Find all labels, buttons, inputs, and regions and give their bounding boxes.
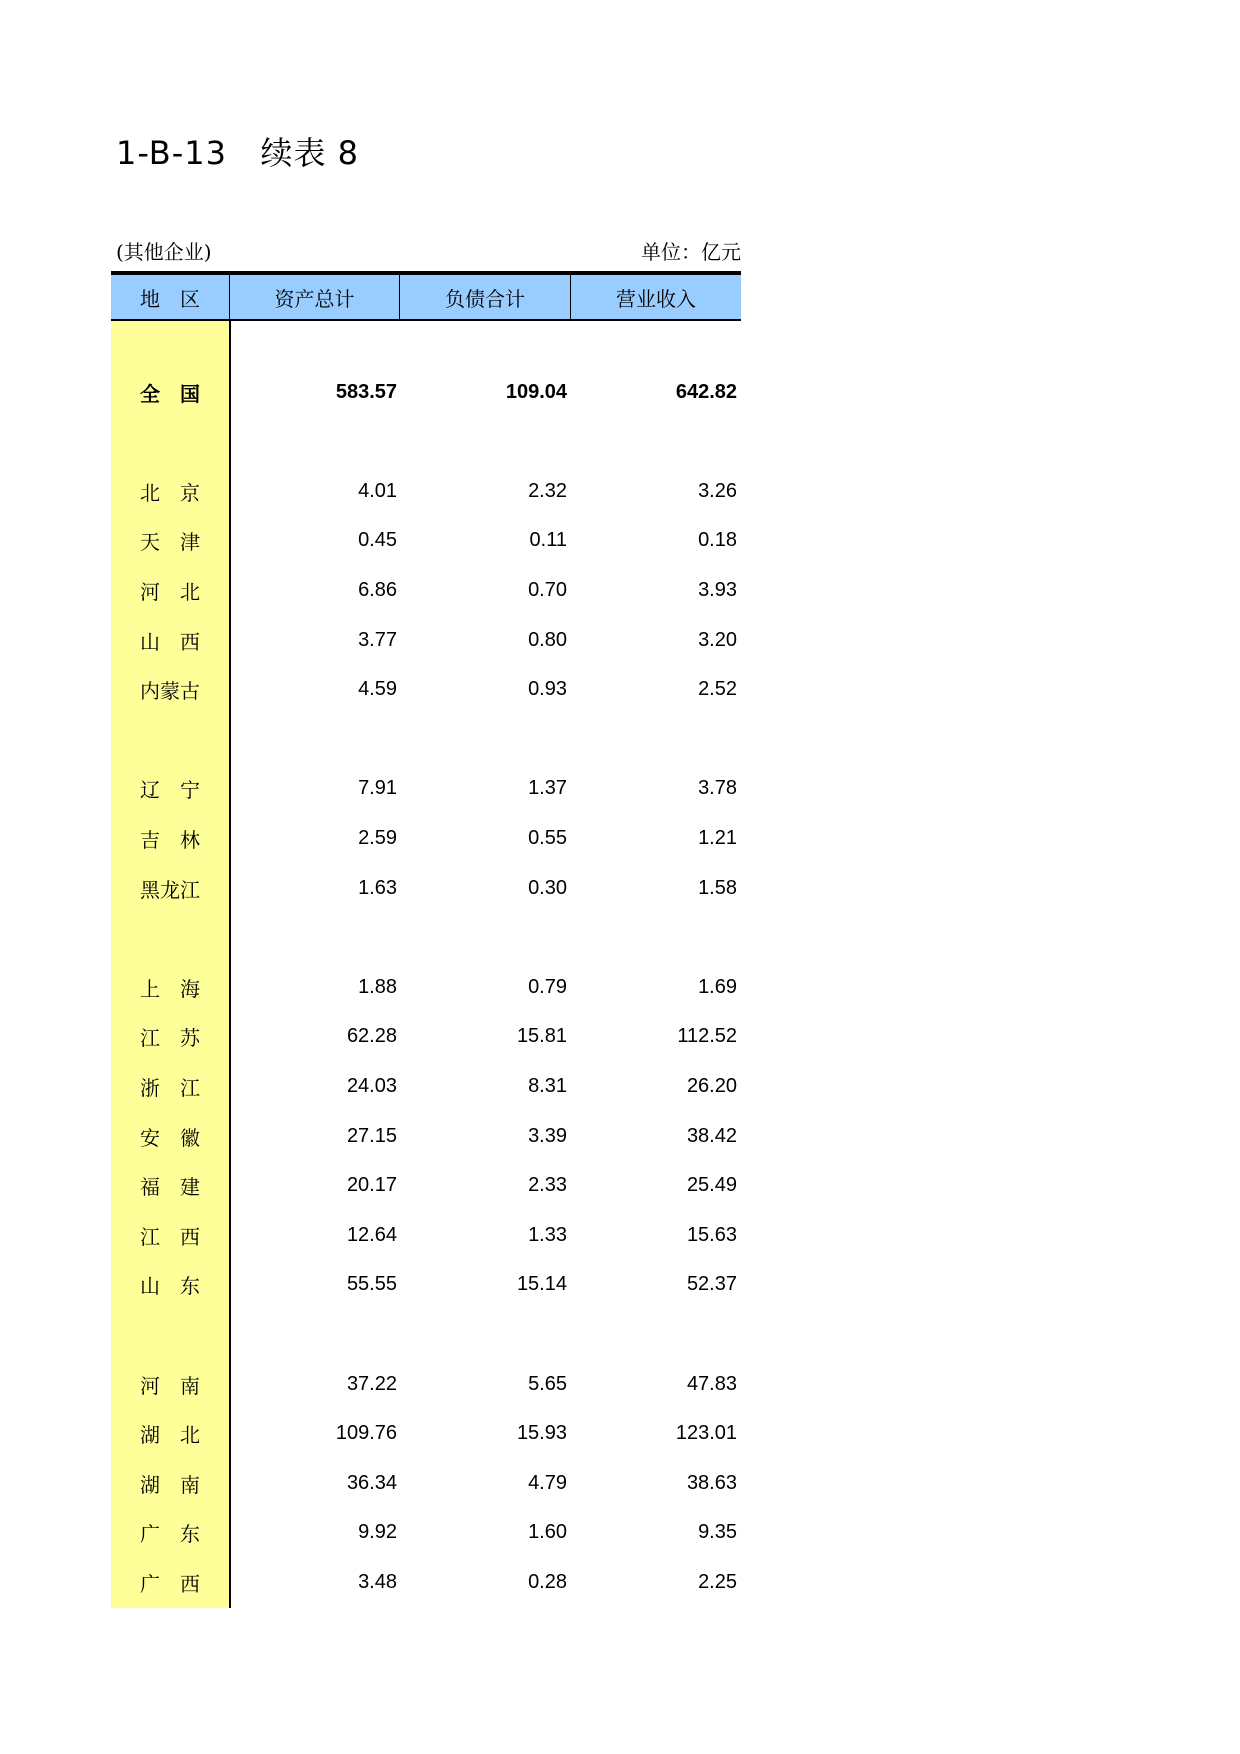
revenue-value: 3.20 — [698, 628, 737, 651]
revenue-value: 38.63 — [686, 1471, 737, 1494]
table-row — [111, 466, 741, 516]
revenue-value: 52.37 — [686, 1273, 737, 1296]
table-row — [111, 1458, 741, 1508]
assets-value: 1.88 — [358, 975, 397, 998]
assets-value: 20.17 — [346, 1174, 397, 1197]
liabilities-value: 0.70 — [528, 578, 567, 601]
revenue-value: 1.69 — [698, 975, 737, 998]
region-name: 江 苏 — [140, 1026, 200, 1051]
liabilities-value: 0.80 — [528, 628, 567, 651]
liabilities-value: 2.32 — [528, 479, 567, 502]
assets-value: 36.34 — [346, 1471, 397, 1494]
region-name: 上 海 — [140, 976, 200, 1001]
liabilities-value: 15.81 — [516, 1025, 567, 1048]
assets-value: 1.63 — [358, 876, 397, 899]
revenue-value: 38.42 — [686, 1124, 737, 1147]
table-row — [111, 1210, 741, 1260]
region-name: 山 西 — [140, 629, 200, 654]
table-row — [111, 516, 741, 566]
region-name: 福 建 — [140, 1175, 200, 1200]
table-row — [111, 764, 741, 814]
region-name: 黑龙江 — [140, 877, 200, 902]
revenue-value: 123.01 — [675, 1422, 737, 1445]
table-category-label: (其他企业) — [116, 240, 212, 264]
table-row — [111, 962, 741, 1012]
region-name: 全 国 — [140, 381, 200, 406]
region-name: 浙 江 — [140, 1075, 200, 1100]
data-table — [111, 271, 741, 1608]
revenue-value: 1.58 — [698, 876, 737, 899]
assets-value: 3.48 — [358, 1570, 397, 1593]
assets-value: 3.77 — [358, 628, 397, 651]
assets-value: 9.92 — [358, 1521, 397, 1544]
liabilities-value: 1.60 — [528, 1521, 567, 1544]
region-name: 湖 北 — [140, 1423, 200, 1448]
region-name: 内蒙古 — [140, 679, 200, 704]
header-assets: 资产总计 — [230, 275, 400, 319]
table-row — [111, 1359, 741, 1409]
liabilities-value: 3.39 — [528, 1124, 567, 1147]
revenue-value: 112.52 — [677, 1025, 737, 1048]
table-row — [111, 863, 741, 913]
region-name: 湖 南 — [140, 1472, 200, 1497]
table-row — [111, 1260, 741, 1310]
region-name: 吉 林 — [140, 827, 200, 852]
table-row — [111, 1409, 741, 1459]
liabilities-value: 0.79 — [528, 975, 567, 998]
assets-value: 583.57 — [335, 380, 397, 403]
assets-value: 55.55 — [346, 1273, 397, 1296]
assets-value: 4.59 — [358, 678, 397, 701]
assets-value: 12.64 — [346, 1223, 397, 1246]
assets-value: 0.45 — [358, 529, 397, 552]
header-liabilities: 负债合计 — [400, 275, 571, 319]
table-row — [111, 1557, 741, 1607]
assets-value: 27.15 — [346, 1124, 397, 1147]
revenue-value: 9.35 — [698, 1521, 737, 1544]
table-row — [111, 1061, 741, 1111]
liabilities-value: 0.30 — [528, 876, 567, 899]
revenue-value: 2.25 — [698, 1570, 737, 1593]
total-row — [111, 367, 741, 417]
table-header — [111, 271, 741, 321]
table-body — [111, 321, 741, 1608]
revenue-value: 642.82 — [675, 380, 737, 403]
assets-value: 4.01 — [358, 479, 397, 502]
region-name: 江 西 — [140, 1224, 200, 1249]
assets-value: 62.28 — [346, 1025, 397, 1048]
revenue-value: 3.78 — [698, 777, 737, 800]
table-row — [111, 615, 741, 665]
liabilities-value: 109.04 — [505, 380, 567, 403]
liabilities-value: 15.93 — [516, 1422, 567, 1445]
liabilities-value: 1.37 — [528, 777, 567, 800]
table-row — [111, 665, 741, 715]
revenue-value: 26.20 — [686, 1074, 737, 1097]
assets-value: 7.91 — [358, 777, 397, 800]
table-row — [111, 565, 741, 615]
table-row — [111, 1508, 741, 1558]
liabilities-value: 0.28 — [528, 1570, 567, 1593]
revenue-value: 25.49 — [686, 1174, 737, 1197]
revenue-value: 3.93 — [698, 578, 737, 601]
liabilities-value: 4.79 — [528, 1471, 567, 1494]
region-name: 天 津 — [140, 530, 200, 555]
assets-value: 37.22 — [346, 1372, 397, 1395]
liabilities-value: 8.31 — [528, 1074, 567, 1097]
assets-value: 109.76 — [335, 1422, 397, 1445]
table-row — [111, 813, 741, 863]
header-revenue: 营业收入 — [616, 286, 696, 311]
revenue-value: 1.21 — [698, 826, 737, 849]
liabilities-value: 15.14 — [516, 1273, 567, 1296]
region-name: 辽 宁 — [140, 778, 200, 803]
region-name: 北 京 — [140, 480, 200, 505]
revenue-value: 15.63 — [686, 1223, 737, 1246]
liabilities-value: 0.11 — [529, 529, 567, 552]
region-name: 山 东 — [140, 1274, 200, 1299]
region-name: 广 东 — [140, 1522, 200, 1547]
liabilities-value: 0.55 — [528, 826, 567, 849]
liabilities-value: 0.93 — [528, 678, 567, 701]
assets-value: 2.59 — [358, 826, 397, 849]
unit-label: 单位：亿元 — [641, 240, 741, 264]
region-name: 河 北 — [140, 579, 200, 604]
region-name: 广 西 — [140, 1571, 200, 1596]
revenue-value: 3.26 — [698, 479, 737, 502]
assets-value: 6.86 — [358, 578, 397, 601]
liabilities-value: 2.33 — [528, 1174, 567, 1197]
table-row — [111, 1012, 741, 1062]
region-name: 河 南 — [140, 1373, 200, 1398]
region-name: 安 徽 — [140, 1125, 200, 1150]
liabilities-value: 5.65 — [528, 1372, 567, 1395]
table-row — [111, 1111, 741, 1161]
liabilities-value: 1.33 — [528, 1223, 567, 1246]
page-title: 1-B-13 续表 8 — [116, 134, 360, 172]
table-row — [111, 1161, 741, 1211]
header-region: 地 区 — [111, 275, 230, 319]
revenue-value: 47.83 — [686, 1372, 737, 1395]
assets-value: 24.03 — [346, 1074, 397, 1097]
revenue-value: 2.52 — [698, 678, 737, 701]
revenue-value: 0.18 — [698, 529, 737, 552]
